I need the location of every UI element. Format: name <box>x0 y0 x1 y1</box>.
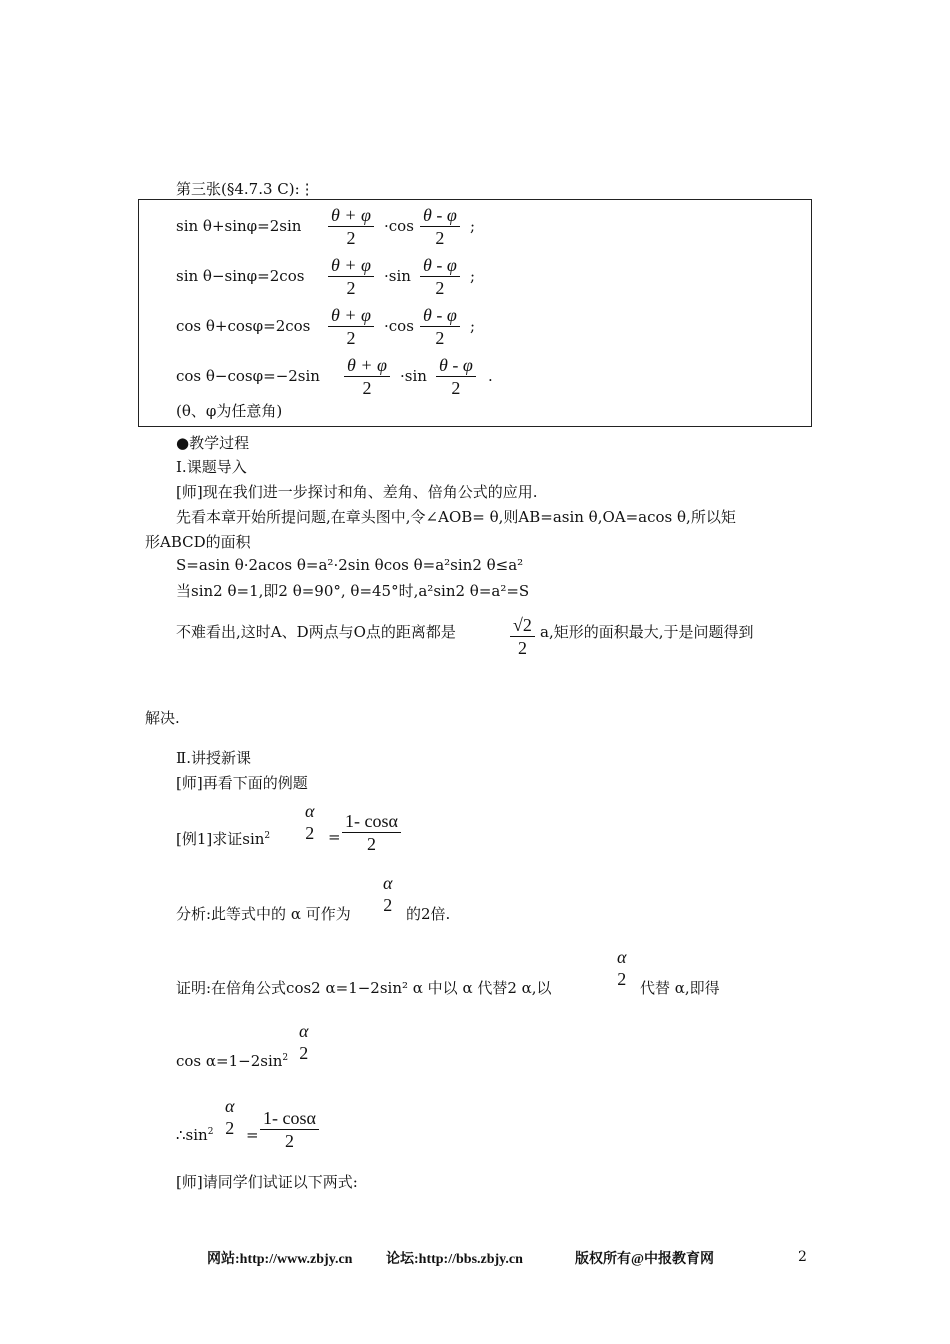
frac-denominator: 2 <box>328 276 374 299</box>
not-hard-rest: a,矩形的面积最大,于是问题得到 <box>540 623 754 641</box>
resolved-text: 解决. <box>145 709 180 727</box>
frac-numerator: α <box>305 801 315 821</box>
formula-4-end: . <box>488 367 493 385</box>
formula-4-frac-1 <box>344 354 390 399</box>
page-number: 2 <box>798 1249 807 1265</box>
proof-alpha-frac <box>614 946 629 990</box>
when-line: 当sin2 θ=1,即2 θ=90°, θ=45°时,a²sin2 θ=a²=S <box>176 582 530 600</box>
frac-numerator: 1- cosα <box>263 1108 316 1128</box>
frac-denominator: 2 <box>420 326 460 349</box>
footer-site-link[interactable]: 网站:http://www.zbjy.cn <box>207 1252 353 1267</box>
frac-denominator: 2 <box>617 969 627 989</box>
formula-2-frac-2 <box>420 254 460 299</box>
formula-1-frac-2 <box>420 204 460 249</box>
frac-denominator: 2 <box>420 276 460 299</box>
frac-numerator: α <box>383 873 393 893</box>
teacher-line-1: [师]现在我们进一步探讨和角、差角、倍角公式的应用. <box>176 483 538 501</box>
frac-numerator: θ - φ <box>423 205 457 225</box>
formula-4-mid: ·sin <box>400 367 427 385</box>
frac-denominator: 2 <box>299 1043 309 1063</box>
frac-numerator: α <box>617 947 627 967</box>
formula-2-lhs: sin θ−sinφ=2cos <box>176 267 305 285</box>
frac-denominator: 2 <box>305 823 315 843</box>
example-1-eq: = <box>328 828 341 846</box>
intro-line-1: 先看本章开始所提问题,在章头图中,令∠AOB= θ,则AB=asin θ,OA=acos θ,所以矩 <box>176 508 736 526</box>
frac-denominator: 2 <box>225 1118 235 1138</box>
formula-1-end: ; <box>470 217 476 235</box>
analysis-post: 的2倍. <box>406 905 451 923</box>
teacher-line-3: [师]请同学们试证以下两式: <box>176 1173 358 1191</box>
example-1-alpha-frac <box>302 800 317 844</box>
footer-forum-link[interactable]: 论坛:http://bbs.zbjy.cn <box>386 1252 523 1267</box>
therefore-line <box>176 1126 213 1144</box>
example-1-text: [例1]求证sin <box>176 830 265 848</box>
analysis-alpha-frac <box>380 872 395 916</box>
formula-3-mid: ·cos <box>384 317 414 335</box>
frac-numerator: θ - φ <box>423 255 457 275</box>
frac-denominator: 2 <box>344 376 390 399</box>
frac-denominator: 2 <box>342 832 401 855</box>
formula-2-frac-1 <box>328 254 374 299</box>
example-1-label <box>176 828 270 849</box>
frac-denominator: 2 <box>260 1129 319 1152</box>
superscript-2: 2 <box>282 1053 289 1063</box>
therefore-text: ∴sin <box>176 1126 208 1144</box>
frac-denominator: 2 <box>420 226 460 249</box>
cos-line <box>176 1052 288 1070</box>
frac-numerator: θ + φ <box>331 255 371 275</box>
frac-numerator: θ + φ <box>331 305 371 325</box>
proof-pre: 证明:在倍角公式cos2 α=1−2sin² α 中以 α 代替2 α,以 <box>176 979 552 997</box>
section-1-title: Ⅰ.课题导入 <box>176 458 247 476</box>
intro-line-2: 形ABCD的面积 <box>145 533 251 551</box>
sqrt2-over-2 <box>510 614 535 659</box>
frac-denominator: 2 <box>383 895 393 915</box>
formula-2-mid: ·sin <box>384 267 411 285</box>
frac-numerator: θ + φ <box>331 205 371 225</box>
frac-numerator: θ + φ <box>347 355 387 375</box>
formula-4-lhs: cos θ−cosφ=−2sin <box>176 367 320 385</box>
footer-copyright: 版权所有@中报教育网 <box>575 1252 715 1267</box>
frac-numerator: α <box>225 1096 235 1116</box>
box-note: (θ、φ为任意角) <box>176 402 283 420</box>
frac-denominator: 2 <box>436 376 476 399</box>
formula-3-end: ; <box>470 317 476 335</box>
s-formula: S=asin θ·2acos θ=a²·2sin θcos θ=a²sin2 θ≤a² <box>176 556 524 574</box>
proof-post: 代替 α,即得 <box>640 979 720 997</box>
formula-3-lhs: cos θ+cosφ=2cos <box>176 317 311 335</box>
frac-numerator: 1- cosα <box>345 811 398 831</box>
superscript-2: 2 <box>207 1127 214 1137</box>
example-1-rhs-frac <box>342 810 401 855</box>
formula-1-frac-1 <box>328 204 374 249</box>
sqrt2: √2 <box>513 615 532 635</box>
frac-denominator: 2 <box>328 326 374 349</box>
section-teaching: ●教学过程 <box>176 434 250 452</box>
frac-numerator: θ - φ <box>423 305 457 325</box>
formula-4-frac-2 <box>436 354 476 399</box>
formula-1-mid: ·cos <box>384 217 414 235</box>
formula-2-end: ; <box>470 267 476 285</box>
frac-numerator: α <box>299 1021 309 1041</box>
frac-denominator: 2 <box>510 636 535 659</box>
frac-denominator: 2 <box>328 226 374 249</box>
analysis-pre: 分析:此等式中的 α 可作为 <box>176 905 351 923</box>
formula-1-lhs: sin θ+sinφ=2sin <box>176 217 302 235</box>
cos-line-alpha-frac <box>296 1020 311 1064</box>
therefore-alpha-frac <box>222 1095 237 1139</box>
teacher-line-2: [师]再看下面的例题 <box>176 774 308 792</box>
therefore-eq: = <box>246 1126 259 1144</box>
section-2-title: Ⅱ.讲授新课 <box>176 749 251 767</box>
formula-3-frac-1 <box>328 304 374 349</box>
not-hard-text: 不难看出,这时A、D两点与O点的距离都是 <box>176 623 456 641</box>
formula-3-frac-2 <box>420 304 460 349</box>
therefore-rhs-frac <box>260 1107 319 1152</box>
cos-line-text: cos α=1−2sin <box>176 1052 283 1070</box>
superscript-2: 2 <box>264 831 271 841</box>
heading: 第三张(§4.7.3 C):⋮ <box>176 180 315 198</box>
frac-numerator: θ - φ <box>439 355 473 375</box>
